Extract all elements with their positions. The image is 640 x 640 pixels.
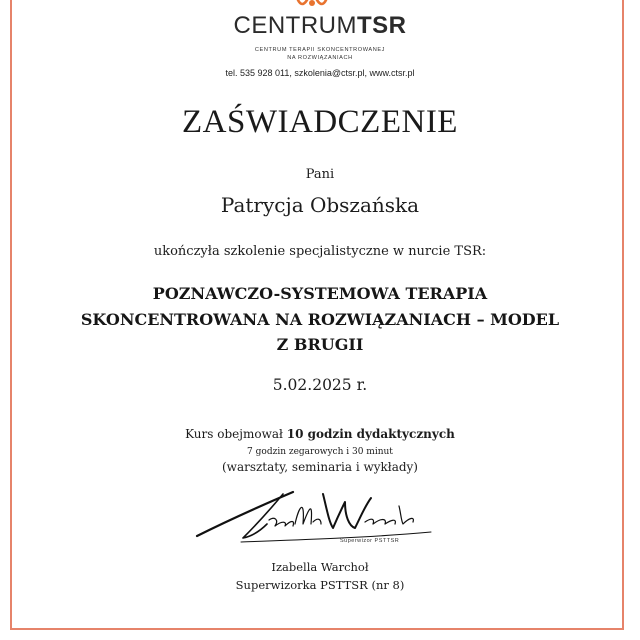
- course-title-line3: Z BRUGII: [276, 335, 364, 354]
- signature-caption: Superwizor PSTTSR: [340, 538, 400, 544]
- clock-hours: 7 godzin zegarowych i 30 minut: [247, 447, 393, 457]
- course-hours: [0, 427, 640, 441]
- signature-icon: [195, 486, 445, 550]
- signer-name: Izabella Warchoł: [271, 560, 369, 574]
- logo-icon: [276, 0, 348, 9]
- brand-subtitle-line2: NA ROZWIĄZANIACH: [287, 55, 353, 61]
- course-title-line2: SKONCENTROWANA NA ROZWIĄZANIACH – MODEL: [80, 310, 560, 329]
- completion-statement: ukończyła szkolenie specjalistyczne w nurcie TSR:: [153, 244, 487, 259]
- hours-bold: 10 godzin dydaktycznych: [286, 427, 455, 441]
- course-title-line1: POZNAWCZO-SYSTEMOWA TERAPIA: [152, 284, 488, 303]
- recipient-name: Patrycja Obszańska: [220, 193, 420, 217]
- certificate-title: ZAŚWIADCZENIE: [182, 104, 458, 140]
- brand-subtitle-line1: CENTRUM TERAPII SKONCENTROWANEJ: [254, 47, 386, 53]
- contact-info: tel. 535 928 011, szkolenia@ctsr.pl, www.ctsr.pl: [225, 68, 415, 78]
- hours-prefix: Kurs obejmował: [185, 427, 287, 441]
- signer-role: Superwizorka PSTTSR (nr 8): [235, 578, 405, 592]
- salutation: Pani: [305, 167, 335, 182]
- brand-bold: TSR: [357, 12, 407, 39]
- course-date: 5.02.2025 r.: [272, 376, 368, 394]
- brand-wordmark: [0, 12, 640, 40]
- course-forms: (warsztaty, seminaria i wykłady): [221, 460, 418, 474]
- brand-light: CENTRUM: [233, 12, 357, 39]
